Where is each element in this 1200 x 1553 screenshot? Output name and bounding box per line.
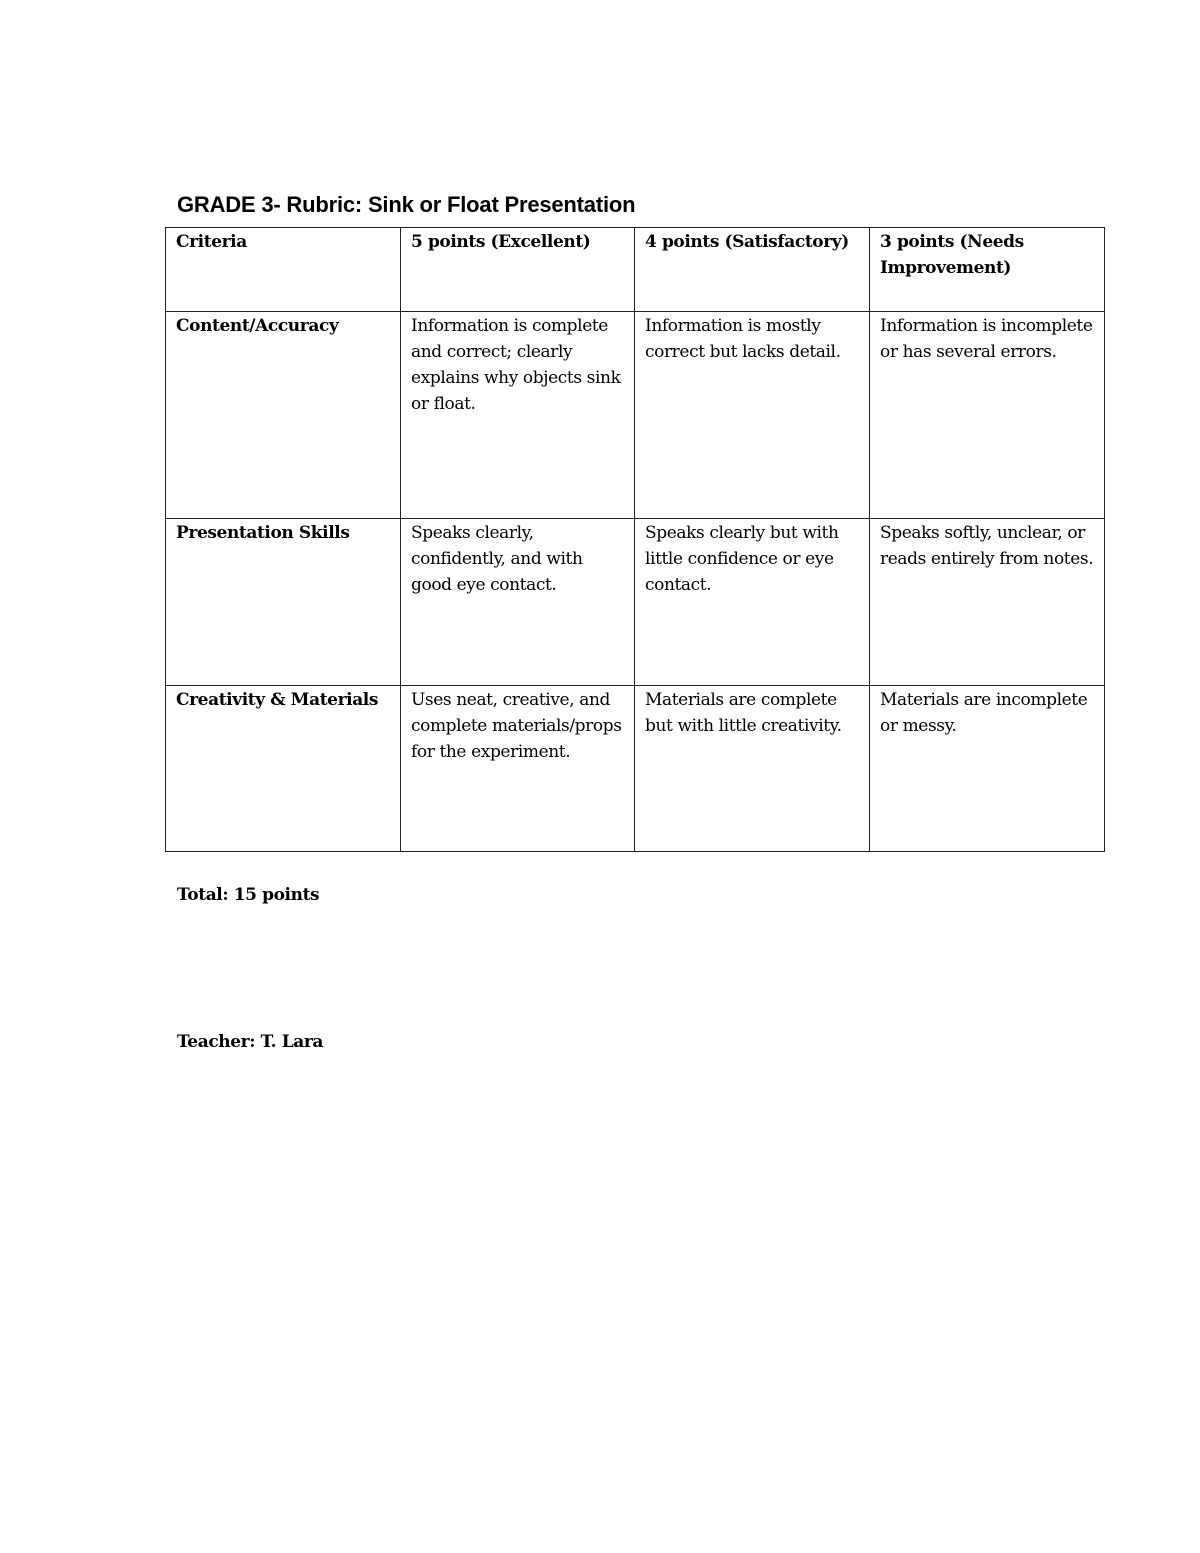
score-4-cell: Information is mostly correct but lacks detail. [635,312,870,519]
score-5-cell: Speaks clearly, confidently, and with good eye contact. [401,519,635,686]
header-4-points: 4 points (Satisfactory) [635,228,870,312]
criterion-cell: Content/Accuracy [166,312,401,519]
criterion-cell: Creativity & Materials [166,686,401,852]
total-points: Total: 15 points [177,885,320,905]
header-5-points: 5 points (Excellent) [401,228,635,312]
teacher-name: Teacher: T. Lara [177,1032,324,1052]
header-3-points: 3 points (Needs Improvement) [870,228,1105,312]
criterion-cell: Presentation Skills [166,519,401,686]
score-4-cell: Materials are complete but with little creativity. [635,686,870,852]
score-3-cell: Materials are incomplete or messy. [870,686,1105,852]
table-row [166,519,1105,686]
page-title: GRADE 3- Rubric: Sink or Float Presentation [177,192,636,217]
score-5-cell: Uses neat, creative, and complete materials/props for the experiment. [401,686,635,852]
score-3-cell: Information is incomplete or has several errors. [870,312,1105,519]
score-4-cell: Speaks clearly but with little confidence or eye contact. [635,519,870,686]
rubric-table [165,227,1105,852]
table-row [166,312,1105,519]
table-row [166,686,1105,852]
score-5-cell: Information is complete and correct; clearly explains why objects sink or float. [401,312,635,519]
table-header-row [166,228,1105,312]
header-criteria: Criteria [166,228,401,312]
score-3-cell: Speaks softly, unclear, or reads entirely from notes. [870,519,1105,686]
